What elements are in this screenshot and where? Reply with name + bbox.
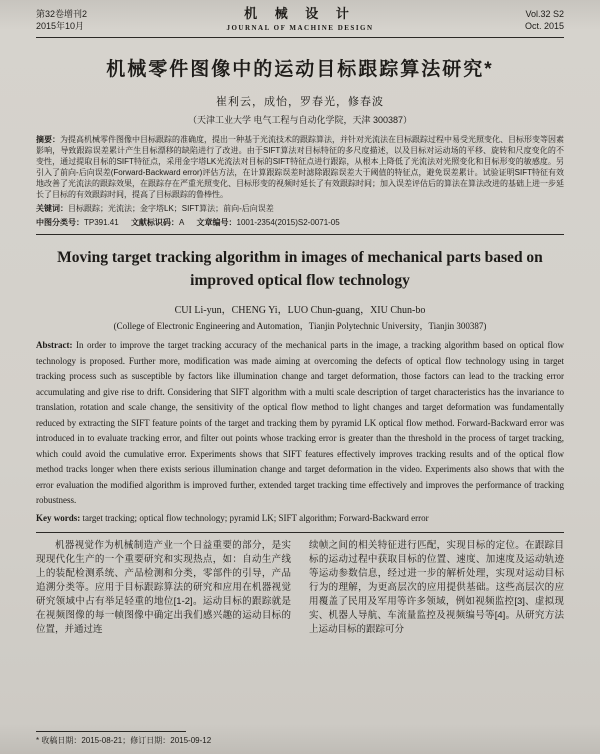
doc-code-label: 文献标识码： <box>130 218 179 227</box>
abstract-divider <box>36 234 564 235</box>
keywords-en <box>36 511 564 526</box>
footnote-area <box>36 731 564 746</box>
clc-value: TP391.41 <box>84 218 119 227</box>
affiliation-cn: （天津工业大学 电气工程与自动化学院，天津 300387） <box>187 115 413 125</box>
clc-label: 中图分类号： <box>36 218 84 227</box>
volume-en: Vol.32 S2 <box>525 9 564 19</box>
article-no-item <box>197 218 340 227</box>
keywords-label-en: Key words: <box>36 512 81 523</box>
body-text <box>36 539 564 637</box>
body-left-column: 机器视觉作为机械制造产业一个日益重要的部分，是实现现代化生产的一个重要研究和实现热点，如：自动生产线上的装配检测系统、产品检测和分类，零部件的引导，产品追溯分类等。应用于目标跟踪算法的研究和应用在机器视觉研究领域中占有举足轻重的地位[1-2]。运动目标的跟踪就是在视频图像的每一帧图像中确定出我们感兴趣的运动目标的位置，并通过连 <box>36 539 291 635</box>
issue-date-cn: 2015年10月 <box>36 21 85 31</box>
journal-title-en: JOURNAL OF MACHINE DESIGN <box>226 24 374 32</box>
footnote-divider <box>36 731 186 732</box>
header-journal-block <box>146 8 454 34</box>
article-title-en: Moving target tracking algorithm in images of mechanical parts based on improved optical flow technology <box>57 249 543 289</box>
volume-info: 第32卷增刊2 <box>36 9 88 19</box>
affiliation-en: (College of Electronic Engineering and Automation，Tianjin Polytechnic University，Tianjin 300387) <box>113 321 487 331</box>
page-header <box>36 8 564 34</box>
clc-item <box>36 218 119 227</box>
classification-line <box>36 217 564 228</box>
abstract-label-en: Abstract: <box>36 340 73 350</box>
doc-code-value: A <box>178 218 185 227</box>
keywords-cn <box>36 203 564 214</box>
article-no-value: 1001-2354(2015)S2-0071-05 <box>236 218 340 227</box>
abstract-en <box>36 338 564 509</box>
footnote-text: * 收稿日期：2015-08-21；修订日期：2015-09-12 <box>36 736 212 745</box>
journal-title-cn: 机 械 设 计 <box>244 6 356 21</box>
abstract-text-en: In order to improve the target tracking accuracy of the mechanical parts in the image, a tracking algorithm based on optical flow technology is proposed. Further more, modification was made aiming at overcoming the defects of optical flow technology using in target tracking process such as susceptible by factors like illumination change and target deformation, those factors can lead to the tracking error accumulating and give rise to drift. Considering that SIFT algorithm with a multi scale description of target characteristics has the invariance to translation, rotation and scale change, the sensitivity of the optical flow method to light changes and target deformation was fundamentally reduced by extracting the SIFT feature points of the target and tracking them by pyramid LK optical flow method. Forward-Backward error was introduced in to evaluate tracking error, and filter out points whose tracking error is greater than the threshold in the process of target tracking, which could avoid the cumulative error. Experiments shows that SIFT features effectively improves tracking results and of the optical flow method tracks longer when there exists serious illumination change and target deformation in the video. Experiments also shows that with the error evaluation the modified algorithm is improved further, extended target tracking time effectively and improves the performance of tracking robustness. <box>36 340 564 505</box>
authors-cn: 崔利云，成怡，罗春光，修春波 <box>216 96 384 108</box>
header-volume-block <box>36 8 146 32</box>
english-section <box>36 246 564 526</box>
article-title-cn: 机械零件图像中的运动目标跟踪算法研究* <box>106 59 494 80</box>
keywords-text-cn: 目标跟踪；光流法；金字塔LK；SIFT算法；前向-后向误差 <box>68 204 274 213</box>
abstract-cn <box>36 134 564 200</box>
abstract-text-cn: 为提高机械零件图像中目标跟踪的准确度，提出一种基于光流技术的跟踪算法，并针对光流法在目标跟踪过程中易受光照变化、目标形变等因素影响，导致跟踪误差累计产生目标漂移的缺陷进行了改进。由于SIFT算法对目标特征的多尺度描述，以及目标对运动场的平移、旋转和尺度变化的不变性，通过提取目标的SIFT特征点，采用金字塔LK光流法对目标的SIFT特征点进行跟踪，从根本上降低了光流法对光照变化和目标形变的敏感度。另引入了前向-后向误差(Forward-Backward error)评估方法，在计算跟踪误差时滤除跟踪误差大于阈值的特征点，避免误差累计。试验证明SIFT特征有效地改善了光流法的跟踪效果，在跟踪存在严重光照变化、目标形变的视频时延长了有效跟踪时间；加入误差评估后的算法在算法改进的基础上进一步延长了目标的有效跟踪时间，提高了目标跟踪的鲁棒性。 <box>36 135 564 199</box>
keywords-label-cn: 关键词： <box>36 204 68 213</box>
issue-date-en: Oct. 2015 <box>524 21 564 31</box>
header-divider <box>36 37 564 38</box>
keywords-text-en: target tracking; optical flow technology; pyramid LK; SIFT algorithm; Forward-Backward error <box>82 512 429 523</box>
body-right-column: 续帧之间的相关特征进行匹配，实现目标的定位。在跟踪目标的运动过程中获取目标的位置、速度、加速度及运动轨迹等运动参数信息，经过进一步的解析处理，实现对运动目标行为的理解，为更高层次的应用提供基础。这些高层次的应用覆盖了民用及军用等许多领域，例如视频监控[3]、虚拟现实、机器人导航、车流量监控及视频编号等[4]。从研究方法上运动目标的跟踪可分 <box>309 539 564 635</box>
authors-en: CUI Li-yun，CHENG Yi，LUO Chun-guang，XIU Chun-bo <box>174 305 426 316</box>
article-no-label: 文章编号： <box>196 218 237 227</box>
header-vol-en-block <box>454 8 564 32</box>
abstract-label-cn: 摘要： <box>36 135 60 144</box>
doc-code-item <box>131 218 184 227</box>
english-divider <box>36 532 564 533</box>
